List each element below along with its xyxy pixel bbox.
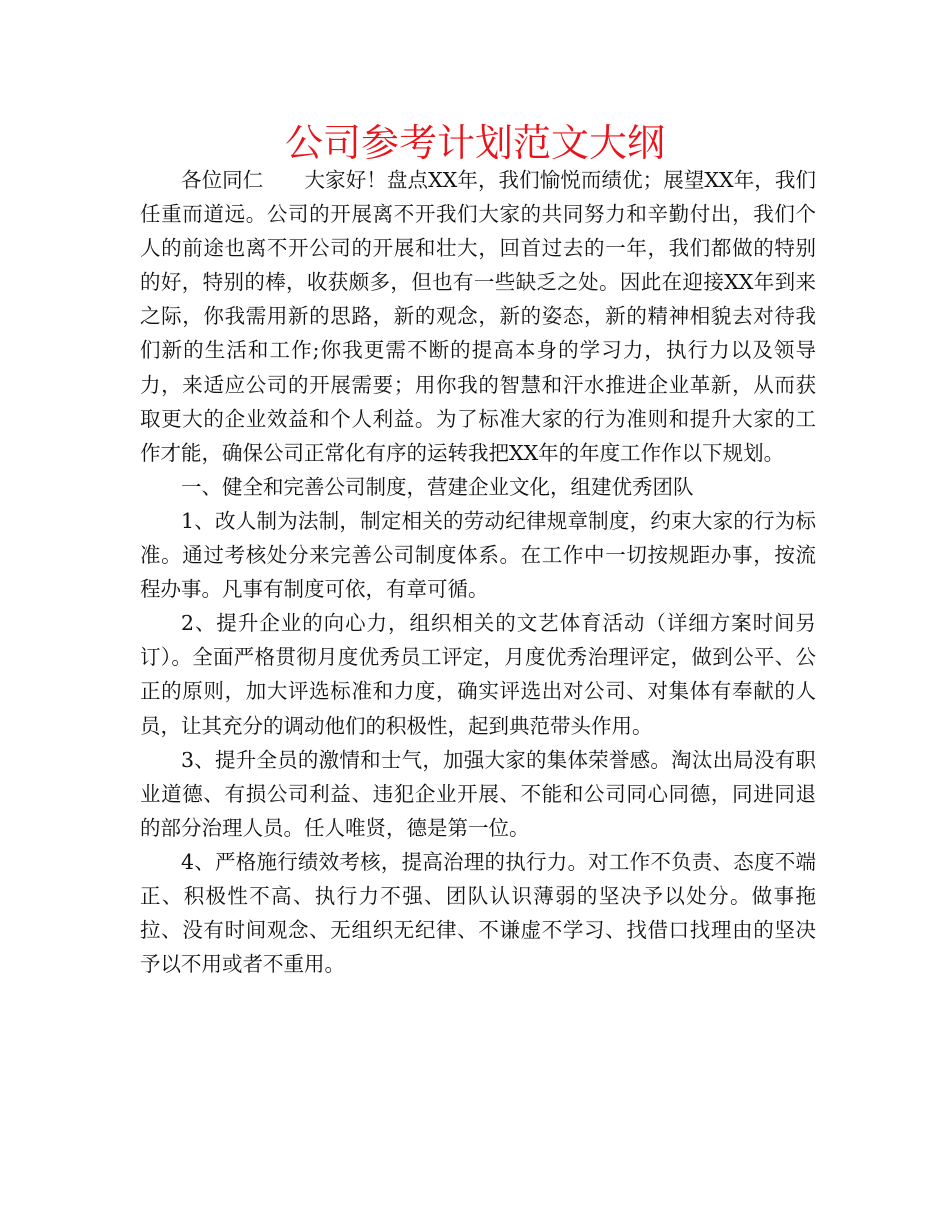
paragraph-item-4: 4、严格施行绩效考核，提高治理的执行力。对工作不负责、态度不端正、积极性不高、执行力不强、团队认识薄弱的坚决予以处分。做事拖拉、没有时间观念、无组织无纪律、不谦虚不学习、找借口找理由的坚决予以不用或者不重用。: [140, 849, 816, 977]
document-title: 公司参考计划范文大纲: [284, 121, 665, 165]
paragraph-item-1: 1、改人制为法制，制定相关的劳动纪律规章制度，约束大家的行为标准。通过考核处分来完善公司制度体系。在工作中一切按规距办事，按流程办事。凡事有制度可依，有章可循。: [140, 508, 816, 602]
paragraph-item-2: 2、提升企业的向心力，组织相关的文艺体育活动（详细方案时间另订）。全面严格贯彻月度优秀员工评定，月度优秀治理评定，做到公平、公正的原则，加大评选标准和力度，确实评选出对公司、对集体有奉献的人员，让其充分的调动他们的积极性，起到典范带头作用。: [140, 611, 816, 738]
document-body: [140, 163, 816, 981]
paragraph-item-3: 3、提升全员的激情和士气，加强大家的集体荣誉感。淘汰出局没有职业道德、有损公司利益、违犯企业开展、不能和公司同心同德，同进同退的部分治理人员。任人唯贤，德是第一位。: [140, 747, 816, 840]
paragraph-intro: 各位同仁 大家好！盘点XX年，我们愉悦而绩优；展望XX年，我们任重而道远。公司的开展离不开我们大家的共同努力和辛勤付出，我们个人的前途也离不开公司的开展和壮大，回首过去的一年，我们都做的特别的好，特别的棒，收获颇多，但也有一些缺乏之处。因此在迎接XX年到来之际，你我需用新的思路，新的观念，新的姿态，新的精神相貌去对待我们新的生活和工作;你我更需不断的提高本身的学习力，执行力以及领导力，来适应公司的开展需要；用你我的智慧和汗水推进企业革新，从而获取更大的企业效益和个人利益。为了标准大家的行为准则和提升大家的工作才能，确保公司正常化有序的运转我把XX年的年度工作作以下规划。: [140, 168, 816, 465]
paragraph-section-heading: 一、健全和完善公司制度，营建企业文化，组建优秀团队: [181, 474, 694, 499]
